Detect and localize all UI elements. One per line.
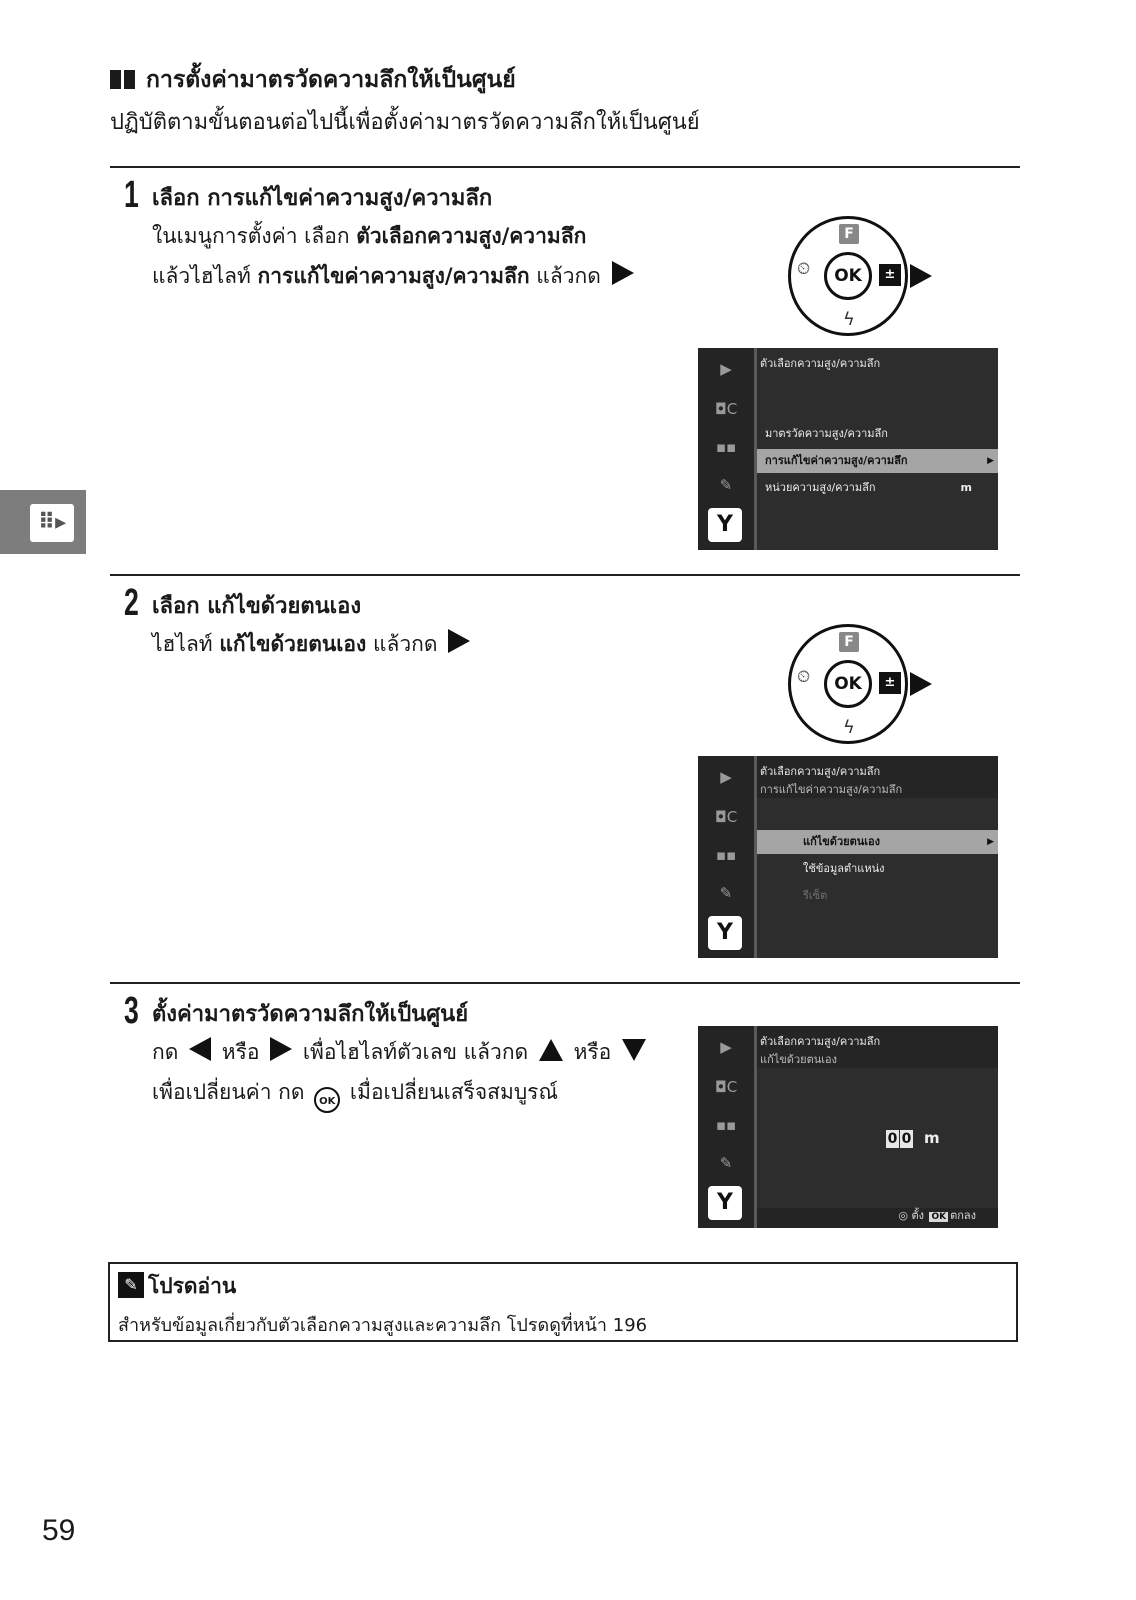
section-title-text: การตั้งค่ามาตรวัดความลึกให้เป็นศูนย์: [146, 67, 516, 93]
instruction-text: เมื่อเปลี่ยนเสร็จสมบูรณ์: [349, 1080, 558, 1104]
instruction-text: กด: [152, 1040, 179, 1064]
menu-item-label: ใช้ข้อมูลตำแหน่ง: [803, 862, 885, 875]
note-box: [108, 1262, 1018, 1342]
retouch-icon: ✎: [719, 1154, 733, 1172]
camera-icon: ◘C: [714, 400, 738, 418]
camera-icon: ◘C: [714, 1078, 738, 1096]
function-icon: F: [839, 632, 859, 652]
section-marker-icon: [110, 70, 121, 89]
step-title: เลือก แก้ไขด้วยตนเอง: [152, 594, 362, 619]
menu-item-disabled: [757, 884, 998, 908]
menu-header: ตัวเลือกความสูง/ความลึก: [760, 765, 881, 778]
instruction-text: ในเมนูการตั้งค่า เลือก: [152, 224, 357, 248]
flash-icon: ϟ: [843, 717, 855, 738]
movie-icon: ▪▪: [715, 438, 737, 456]
step-number: 3: [124, 990, 139, 1032]
down-arrow-icon: [622, 1039, 646, 1061]
menu-item-label: รีเซ็ต: [803, 889, 828, 902]
depth-value-editor: [886, 1128, 940, 1148]
menu-header: ตัวเลือกความสูง/ความลึก: [760, 1035, 881, 1048]
step-instruction: [152, 628, 474, 661]
menu-item-selected: [757, 449, 998, 473]
step-number: 2: [124, 582, 139, 624]
step-instruction: [152, 260, 638, 293]
self-timer-icon: ⏲: [797, 259, 811, 279]
playback-icon: ▶: [720, 360, 732, 378]
ok-button-icon: OK: [314, 1087, 340, 1113]
note-body: สำหรับข้อมูลเกี่ยวกับตัวเลือกความสูงและความลึก โปรดดูที่หน้า 196: [118, 1315, 648, 1336]
depth-digit: 0: [901, 1131, 912, 1147]
step-divider: [110, 166, 1020, 168]
section-title: [110, 62, 516, 98]
menu-item: [757, 476, 998, 500]
menu-item-selected: [757, 830, 998, 854]
instruction-text: แล้วกด: [366, 632, 438, 656]
up-arrow-icon: [539, 1039, 563, 1061]
step-number: 1: [124, 174, 139, 216]
note-title: โปรดอ่าน: [148, 1274, 237, 1298]
caret-right-icon: ▶: [987, 837, 994, 847]
self-timer-icon: ⏲: [797, 667, 811, 687]
flash-icon: ϟ: [843, 309, 855, 330]
caret-right-icon: ▶: [987, 456, 994, 466]
instruction-text: เพื่อเปลี่ยนค่า กด: [152, 1080, 305, 1104]
menu-item-label: มาตรวัดความสูง/ความลึก: [765, 427, 888, 440]
right-arrow-icon: [910, 672, 932, 696]
depth-unit: m: [924, 1129, 940, 1147]
ok-button-icon: OK: [824, 252, 872, 300]
menu-sidebar: [698, 756, 757, 958]
camera-screen: [698, 756, 998, 958]
step-title: เลือก การแก้ไขค่าความสูง/ความลึก: [152, 186, 493, 211]
wrench-icon: Y: [708, 916, 742, 950]
menu-header: ตัวเลือกความสูง/ความลึก: [760, 357, 881, 370]
camera-icon: ◘C: [714, 808, 738, 826]
playback-icon: ▶: [720, 768, 732, 786]
step-instruction: [152, 1036, 650, 1069]
instruction-text: หรือ: [221, 1040, 260, 1064]
selector-icon: ◎: [898, 1209, 908, 1222]
retouch-icon: ✎: [719, 884, 733, 902]
right-arrow-icon: [612, 261, 634, 285]
underwater-icon: ⠿▸: [30, 504, 74, 542]
retouch-icon: ✎: [719, 476, 733, 494]
depth-digit: 0: [887, 1131, 898, 1147]
instruction-emphasis: แก้ไขด้วยตนเอง: [219, 632, 367, 656]
pencil-icon: ✎: [118, 1272, 144, 1298]
footer-set-label: ตั้ง: [911, 1209, 924, 1222]
ok-button-icon: OK: [931, 1212, 947, 1222]
exposure-compensation-icon: ±: [879, 264, 901, 286]
right-arrow-icon: [448, 629, 470, 653]
left-arrow-icon: [189, 1037, 211, 1061]
instruction-emphasis: ตัวเลือกความสูง/ความลึก: [356, 224, 587, 248]
screen-footer: [898, 1206, 976, 1224]
menu-item: [757, 422, 998, 446]
menu-subheader: แก้ไขด้วยตนเอง: [760, 1053, 837, 1066]
menu-item: [757, 857, 998, 881]
playback-icon: ▶: [720, 1038, 732, 1056]
menu-sidebar: [698, 1026, 757, 1228]
wrench-icon: Y: [708, 508, 742, 542]
footer-confirm-label: ตกลง: [950, 1209, 976, 1222]
ok-button-icon: OK: [824, 660, 872, 708]
instruction-emphasis: การแก้ไขค่าความสูง/ความลึก: [257, 264, 530, 288]
instruction-text: เพื่อไฮไลท์ตัวเลข แล้วกด: [302, 1040, 529, 1064]
step-divider: [110, 982, 1020, 984]
section-marker-icon: [124, 70, 135, 89]
page-number: 59: [42, 1514, 76, 1547]
step-instruction: [152, 1076, 558, 1113]
movie-icon: ▪▪: [715, 1116, 737, 1134]
camera-screen: [698, 1026, 998, 1228]
instruction-text: หรือ: [573, 1040, 612, 1064]
instruction-text: แล้วไฮไลท์: [152, 264, 258, 288]
menu-item-value: m: [960, 481, 972, 494]
menu-sidebar: [698, 348, 757, 550]
camera-screen: [698, 348, 998, 550]
function-icon: F: [839, 224, 859, 244]
multi-selector-dial: [788, 624, 908, 744]
exposure-compensation-icon: ±: [879, 672, 901, 694]
menu-item-label: หน่วยความสูง/ความลึก: [765, 481, 876, 494]
movie-icon: ▪▪: [715, 846, 737, 864]
section-intro: ปฏิบัติตามขั้นตอนต่อไปนี้เพื่อตั้งค่ามาตรวัดความลึกให้เป็นศูนย์: [110, 110, 700, 135]
step-instruction: [152, 220, 586, 253]
menu-item-label: การแก้ไขค่าความสูง/ความลึก: [765, 454, 908, 467]
instruction-text: ไฮไลท์: [152, 632, 220, 656]
step-divider: [110, 574, 1020, 576]
instruction-text: แล้วกด: [529, 264, 601, 288]
menu-item-label: แก้ไขด้วยตนเอง: [803, 835, 880, 848]
right-arrow-icon: [910, 264, 932, 288]
step-title: ตั้งค่ามาตรวัดความลึกให้เป็นศูนย์: [152, 1002, 469, 1027]
wrench-icon: Y: [708, 1186, 742, 1220]
right-arrow-icon: [270, 1037, 292, 1061]
menu-subheader: การแก้ไขค่าความสูง/ความลึก: [760, 783, 903, 796]
multi-selector-dial: [788, 216, 908, 336]
